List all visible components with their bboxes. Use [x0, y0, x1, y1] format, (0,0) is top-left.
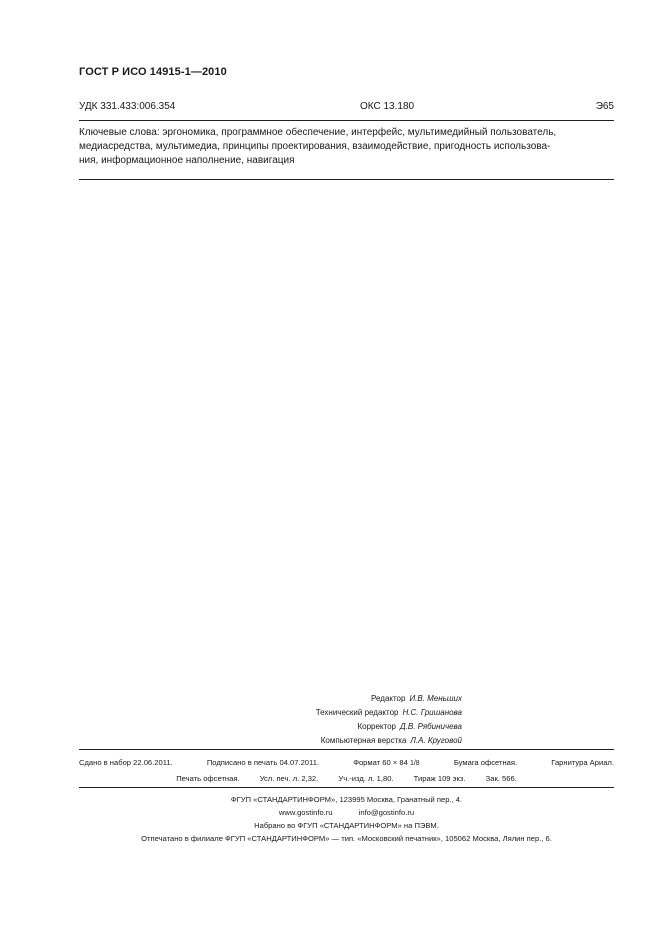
oks-code: ОКС 13.180 — [360, 101, 415, 112]
standard-title: ГОСТ Р ИСО 14915-1—2010 — [79, 66, 227, 78]
divider — [79, 787, 614, 788]
keywords-line: ния, информационное наполнение, навигация — [79, 155, 295, 166]
credit-editor: Редактор И.В. Меньших — [371, 694, 462, 703]
printed-note: Отпечатано в филиале ФГУП «СТАНДАРТИНФОРМ» — тип. «Московский печатник», 105062 Москва, Лялин пер., 6. — [141, 834, 552, 843]
credit-corrector: Корректор Д.В. Рябиничева — [357, 722, 462, 731]
divider — [79, 749, 614, 750]
format-fraction: 1/8 — [409, 760, 420, 767]
typeset-note: Набрано во ФГУП «СТАНДАРТИНФОРМ» на ПЭВМ. — [254, 821, 439, 830]
keywords-line: медиасредства, мультимедиа, принципы проектирования, взаимодействие, пригодность использова- — [79, 141, 551, 152]
credits-block — [200, 692, 462, 748]
credit-tech-editor: Технический редактор Н.С. Гришанова — [315, 708, 462, 717]
publisher-address: ФГУП «СТАНДАРТИНФОРМ», 123995 Москва, Гранатный пер., 4. — [230, 795, 463, 804]
keywords-block — [79, 126, 616, 168]
publisher-contacts — [79, 806, 614, 819]
keywords-line: Ключевые слова: эргономика, программное обеспечение, интерфейс, мультимедийный пользователь, — [79, 127, 557, 138]
group-code: Э65 — [595, 101, 614, 112]
divider — [79, 120, 614, 121]
udk-code: УДК 331.433:006.354 — [79, 101, 176, 112]
divider — [79, 179, 614, 180]
imprint-line: Печать офсетная. Усл. печ. л. 2,32. Уч.-изд. л. 1,80. Тираж 109 экз. Зак. 566. — [176, 774, 517, 783]
website-link[interactable]: www.gostinfo.ru — [278, 808, 333, 817]
credit-layout: Компьютерная верстка Л.А. Круговой — [320, 736, 462, 745]
imprint-line: Сдано в набор 22.06.2011. Подписано в печать 04.07.2011. Формат 60 × 84 1/8 Бумага офсетная. Гарнитура Ариал. — [79, 755, 614, 771]
publisher-block — [79, 793, 614, 845]
classification-row — [79, 101, 614, 115]
imprint-block — [79, 755, 614, 786]
email-link[interactable]: info@gostinfo.ru — [358, 808, 415, 817]
